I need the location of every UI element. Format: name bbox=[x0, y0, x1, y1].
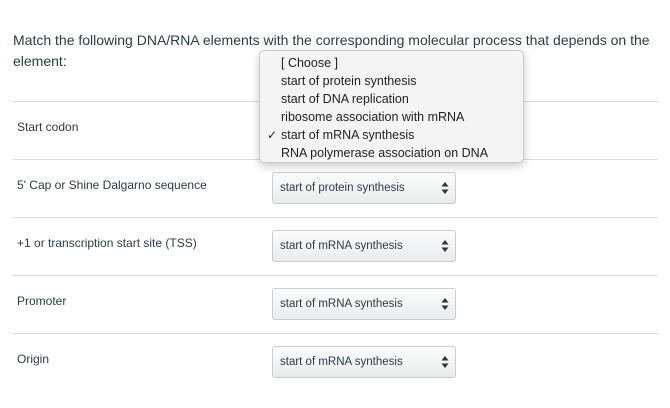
select-value: start of mRNA synthesis bbox=[280, 240, 403, 252]
process-select[interactable] bbox=[272, 172, 456, 204]
row-label: 5' Cap or Shine Dalgarno sequence bbox=[17, 178, 207, 192]
row-label: Start codon bbox=[17, 120, 79, 134]
dropdown-option-choose[interactable]: [ Choose ] bbox=[281, 56, 338, 70]
dropdown-option-protein-synthesis[interactable]: start of protein synthesis bbox=[281, 74, 417, 88]
process-select[interactable] bbox=[272, 346, 456, 378]
dropdown-option-rna-polymerase[interactable]: RNA polymerase association on DNA bbox=[281, 146, 489, 160]
process-select[interactable] bbox=[272, 230, 456, 262]
up-down-arrows-icon bbox=[441, 297, 449, 311]
question-text: Match the following DNA/RNA elements with the corresponding molecular process that depends on the element: bbox=[13, 32, 650, 69]
up-down-arrows-icon bbox=[441, 181, 449, 195]
dropdown-menu bbox=[259, 50, 524, 163]
dropdown-option-ribosome-association[interactable]: ribosome association with mRNA bbox=[281, 110, 465, 124]
row-label: +1 or transcription start site (TSS) bbox=[17, 236, 197, 250]
checkmark-icon: ✓ bbox=[267, 128, 278, 142]
dropdown-option-mrna-synthesis[interactable]: ✓ start of mRNA synthesis bbox=[267, 128, 415, 142]
up-down-arrows-icon bbox=[441, 355, 449, 369]
select-value: start of protein synthesis bbox=[280, 182, 405, 194]
row-label: Origin bbox=[17, 352, 50, 366]
row-label: Promoter bbox=[17, 294, 67, 308]
up-down-arrows-icon bbox=[441, 239, 449, 253]
select-value: start of mRNA synthesis bbox=[280, 356, 403, 368]
dropdown-option-dna-replication[interactable]: start of DNA replication bbox=[281, 92, 409, 106]
match-row-promoter bbox=[13, 275, 658, 334]
match-row-5-cap bbox=[13, 159, 658, 218]
select-value: start of mRNA synthesis bbox=[280, 298, 403, 310]
match-row-origin bbox=[13, 333, 658, 392]
process-select[interactable] bbox=[272, 288, 456, 320]
match-row-tss bbox=[13, 217, 658, 276]
